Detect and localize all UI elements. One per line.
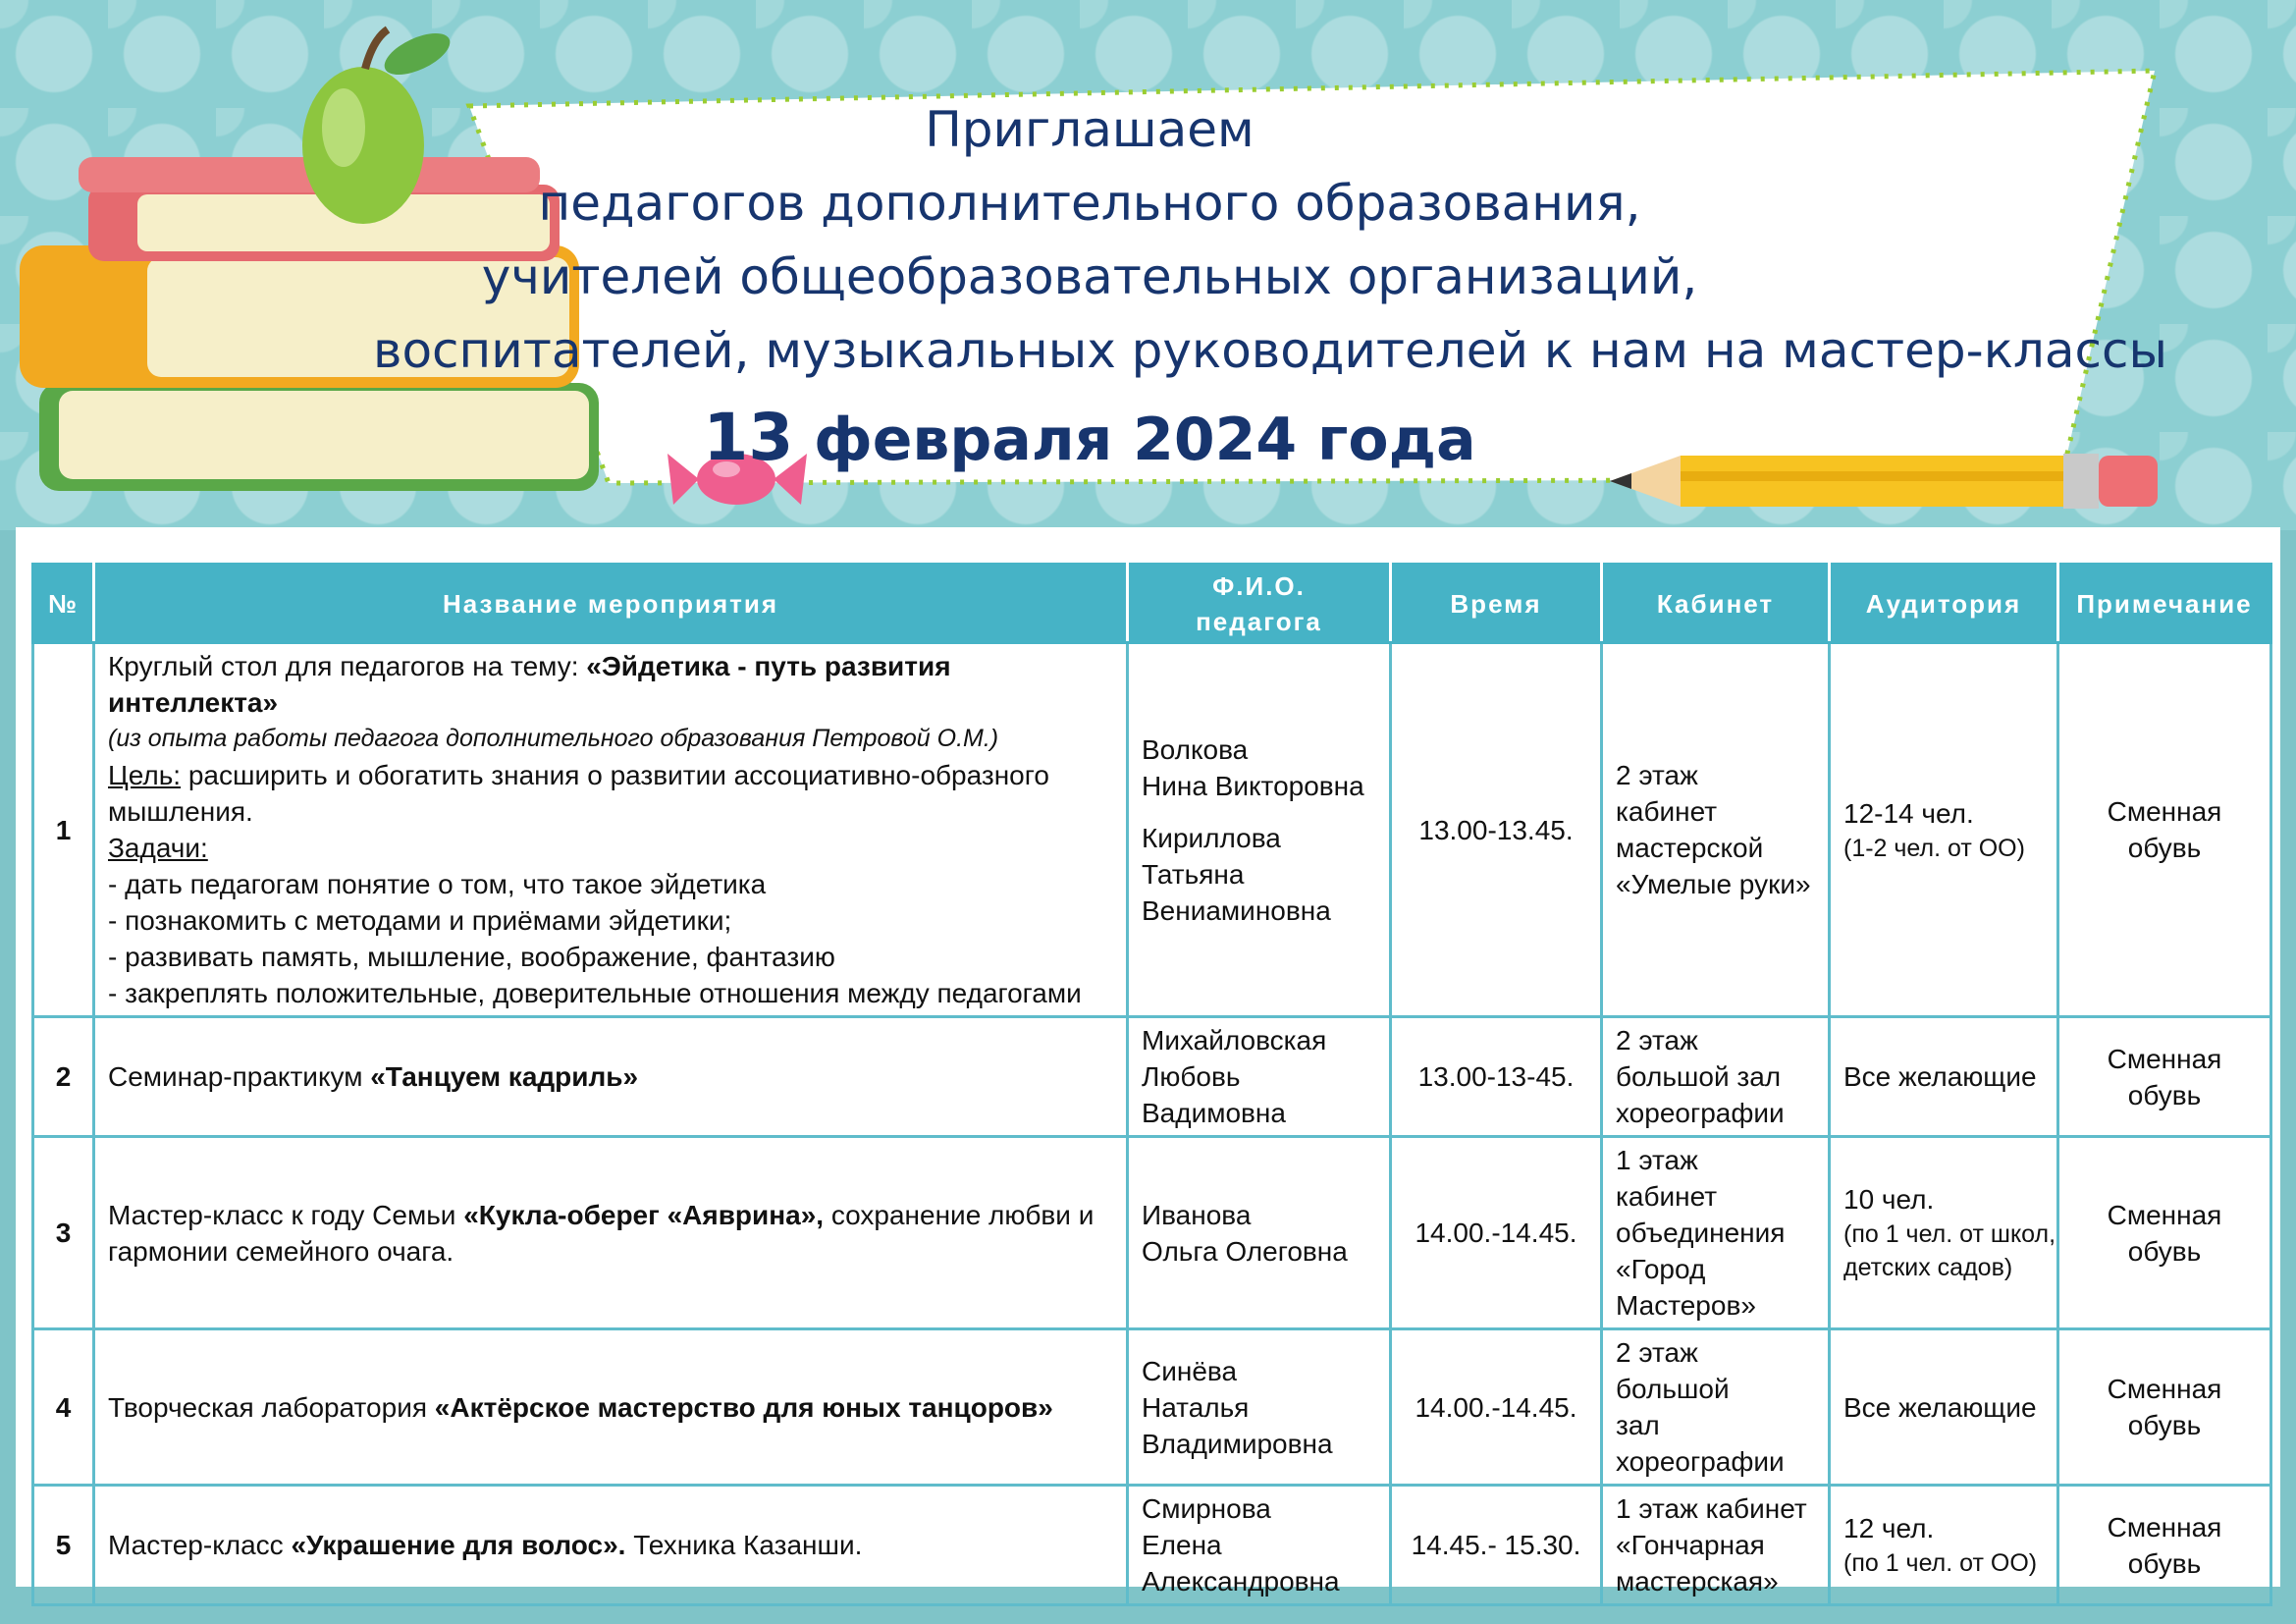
task-item: - дать педагогам понятие о том, что такое эйдетика	[108, 869, 767, 899]
event-title-suffix: Техника Казанши.	[625, 1530, 863, 1560]
room-line: Мастеров»	[1616, 1290, 1756, 1321]
invitation-line-2: педагогов дополнительного образования,	[538, 175, 1641, 232]
event-name-cell	[94, 1137, 1128, 1329]
teacher-name: Кириллова	[1142, 822, 1281, 853]
room-line: 2 этаж	[1616, 760, 1698, 790]
teacher-name: Елена	[1142, 1530, 1222, 1560]
teacher-name: Синёва	[1142, 1355, 1238, 1386]
row-num: 2	[33, 1017, 94, 1137]
header-audience: Аудитория	[1830, 565, 2058, 643]
header-num: №	[33, 565, 94, 643]
teacher-cell	[1128, 1017, 1391, 1137]
goal-label: Цель:	[108, 760, 182, 790]
event-title-prefix: Мастер-класс к году Семьи	[108, 1199, 464, 1230]
audience-detail: детских садов)	[1843, 1254, 2013, 1281]
teacher-name: Наталья	[1142, 1391, 1250, 1423]
room-cell	[1602, 1486, 1830, 1605]
room-line: 1 этаж	[1616, 1145, 1698, 1175]
table-row	[33, 643, 2271, 1017]
audience-cell: Все желающие	[1830, 1329, 2058, 1486]
audience-count: 12-14 чел.	[1843, 797, 1974, 829]
room-line: хореографии	[1616, 1098, 1785, 1128]
room-line: большой зал	[1616, 1061, 1782, 1092]
event-title-prefix: Мастер-класс	[108, 1530, 292, 1560]
event-subtitle: (из опыта работы педагога дополнительного образования Петровой О.М.)	[108, 725, 999, 752]
row-num: 1	[33, 643, 94, 1017]
header-title-block	[373, 93, 2167, 475]
event-name-cell	[94, 643, 1128, 1017]
time-cell: 14.00.-14.45.	[1391, 1329, 1602, 1486]
audience-cell	[1830, 1137, 2058, 1329]
audience-cell: Все желающие	[1830, 1017, 2058, 1137]
table-row	[33, 1017, 2271, 1137]
event-title-bold: «Танцуем кадриль»	[370, 1061, 639, 1092]
event-date-day: 13	[703, 400, 794, 475]
goal-text: расширить и обогатить знания о развитии ассоциативно-образного мышления.	[108, 760, 1049, 827]
audience-count: 10 чел.	[1843, 1184, 1935, 1215]
room-line: хореографии	[1616, 1446, 1785, 1477]
audience-cell	[1830, 643, 2058, 1017]
event-title-bold: «Украшение для волос».	[291, 1530, 626, 1560]
teacher-cell	[1128, 1486, 1391, 1605]
teacher-name: Вадимовна	[1142, 1098, 1286, 1128]
room-line: «Город	[1616, 1254, 1706, 1284]
header-note: Примечание	[2058, 565, 2271, 643]
note-cell: Сменная обувь	[2058, 1329, 2271, 1486]
teacher-name: Татьяна	[1142, 858, 1245, 890]
task-item: - познакомить с методами и приёмами эйдетики;	[108, 905, 732, 936]
room-line: кабинет	[1616, 796, 1718, 827]
teacher-name: Иванова	[1142, 1199, 1252, 1230]
table-row	[33, 1486, 2271, 1605]
room-line: кабинет	[1616, 1181, 1718, 1212]
note-cell: Сменная обувь	[2058, 1137, 2271, 1329]
event-title-bold: «Актёрское мастерство для юных танцоров»	[434, 1391, 1053, 1423]
time-cell: 14.45.- 15.30.	[1391, 1486, 1602, 1605]
event-date-rest: февраля 2024 года	[793, 406, 1476, 474]
row-num: 4	[33, 1329, 94, 1486]
task-item: - развивать память, мышление, воображение, фантазию	[108, 942, 835, 972]
table-header-row	[33, 565, 2271, 643]
event-date	[373, 400, 1806, 475]
audience-detail: (1-2 чел. от ОО)	[1843, 834, 2025, 862]
event-title-prefix: Круглый стол для педагогов на тему:	[108, 651, 587, 681]
room-line: объединения	[1616, 1218, 1786, 1248]
room-line: 2 этаж большой	[1616, 1337, 1730, 1404]
room-cell	[1602, 1329, 1830, 1486]
audience-detail: (по 1 чел. от ОО)	[1843, 1549, 2038, 1577]
header-teacher-line2: педагога	[1196, 606, 1322, 636]
event-name-cell	[94, 1329, 1128, 1486]
room-line: «Гончарная	[1616, 1530, 1765, 1560]
note-cell: Сменная обувь	[2058, 1486, 2271, 1605]
teacher-name: Любовь	[1142, 1061, 1241, 1092]
time-cell: 13.00-13-45.	[1391, 1017, 1602, 1137]
header-teacher-line1: Ф.И.О.	[1212, 570, 1306, 601]
invitation-line-3: учителей общеобразовательных организаций,	[481, 248, 1698, 305]
audience-detail: (по 1 чел. от школ,	[1843, 1220, 2056, 1248]
event-title-prefix: Творческая лаборатория	[108, 1391, 435, 1423]
header-event-name: Название мероприятия	[94, 565, 1128, 643]
room-cell	[1602, 1017, 1830, 1137]
teacher-name: Нина Викторовна	[1142, 770, 1364, 801]
schedule-table	[31, 563, 2272, 1606]
table-row	[33, 1137, 2271, 1329]
event-name-cell	[94, 1017, 1128, 1137]
teacher-cell	[1128, 1329, 1391, 1486]
header-teacher	[1128, 565, 1391, 643]
note-cell: Сменная обувь	[2058, 643, 2271, 1017]
audience-cell	[1830, 1486, 2058, 1605]
header-time: Время	[1391, 565, 1602, 643]
teacher-name: Волкова	[1142, 733, 1249, 765]
room-line: 1 этаж кабинет	[1616, 1493, 1807, 1524]
note-cell: Сменная обувь	[2058, 1017, 2271, 1137]
room-line: «Умелые руки»	[1616, 869, 1811, 899]
invitation-line-1: Приглашаем	[925, 101, 1255, 158]
teacher-name: Михайловская	[1142, 1025, 1327, 1056]
event-title-bold: «Эйдетика - путь развития интеллекта»	[108, 651, 951, 718]
event-name-cell	[94, 1486, 1128, 1605]
schedule-panel	[16, 527, 2280, 1597]
time-cell: 14.00.-14.45.	[1391, 1137, 1602, 1329]
room-line: мастерская»	[1616, 1566, 1779, 1597]
event-title-suffix: сохранение любви и гармонии семейного очага.	[108, 1199, 1095, 1267]
teacher-cell	[1128, 1137, 1391, 1329]
room-line: зал	[1616, 1410, 1660, 1440]
room-cell	[1602, 1137, 1830, 1329]
row-num: 5	[33, 1486, 94, 1605]
teacher-name: Александровна	[1142, 1566, 1340, 1597]
room-line: 2 этаж	[1616, 1025, 1698, 1056]
teacher-name: Вениаминовна	[1142, 894, 1331, 926]
room-cell	[1602, 643, 1830, 1017]
audience-count: 12 чел.	[1843, 1513, 1935, 1543]
teacher-name: Владимировна	[1142, 1428, 1333, 1459]
tasks-label: Задачи:	[108, 833, 208, 863]
table-row	[33, 1329, 2271, 1486]
teacher-name: Смирнова	[1142, 1493, 1271, 1524]
room-line: мастерской	[1616, 833, 1764, 863]
teacher-cell	[1128, 643, 1391, 1017]
teacher-name: Ольга Олеговна	[1142, 1235, 1348, 1267]
invitation-line-4: воспитателей, музыкальных руководителей к нам на мастер-классы	[373, 322, 2167, 379]
time-cell: 13.00-13.45.	[1391, 643, 1602, 1017]
header-room: Кабинет	[1602, 565, 1830, 643]
row-num: 3	[33, 1137, 94, 1329]
task-item: - закреплять положительные, доверительные отношения между педагогами	[108, 978, 1082, 1008]
event-title-bold: «Кукла-оберег «Аяврина»,	[463, 1199, 825, 1230]
event-title-prefix: Семинар-практикум	[108, 1061, 371, 1092]
